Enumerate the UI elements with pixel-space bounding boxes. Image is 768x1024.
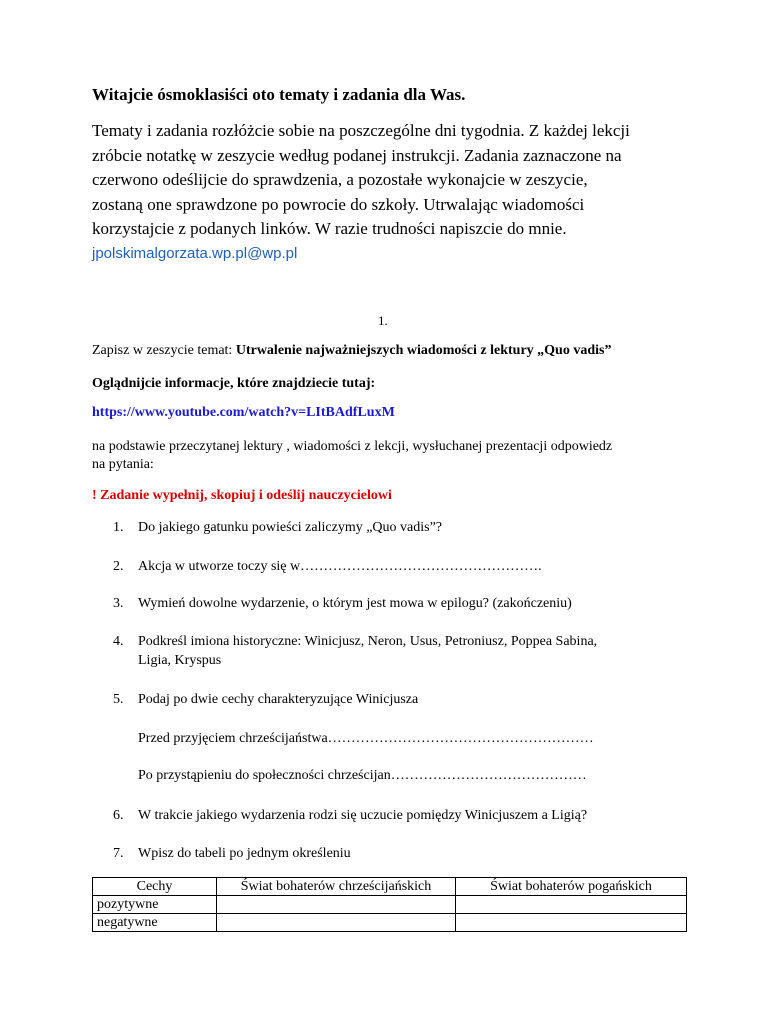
task-heading: ! Zadanie wypełnij, skopiuj i odeślij nauczycielowi: [92, 488, 392, 503]
watch-instruction: Oglądnijcie informacje, które znajdziecie tutaj:: [92, 376, 376, 391]
question-text: Do jakiego gatunku powieści zaliczymy „Quo vadis”?: [138, 520, 443, 535]
table-cell[interactable]: [456, 914, 687, 932]
intro-line: zróbcie notatkę w zeszycie według podanej instrukcji. Zadania zaznaczone na: [92, 145, 622, 165]
table-header-row: [93, 878, 687, 896]
page-heading: Witajcie ósmoklasiści oto tematy i zadania dla Was.: [92, 85, 466, 104]
question-number: 4.: [113, 634, 124, 649]
section-number: 1.: [378, 313, 388, 328]
intro-line: korzystajcie z podanych linków. W razie trudności napiszcie do mnie.: [92, 219, 567, 238]
question-text: Wymień dowolne wydarzenie, o którym jest mowa w epilogu? (zakończeniu): [138, 596, 572, 611]
topic-line: [92, 343, 611, 359]
question-number: 1.: [113, 520, 124, 535]
table-header: Cechy: [93, 878, 217, 896]
email-link[interactable]: jpolskimalgorzata.wp.pl@wp.pl: [92, 245, 298, 262]
question-text: Podaj po dwie cechy charakteryzujące Winicjusza: [138, 692, 419, 707]
intro-line: zostaną one sprawdzone po powrocie do szkoły. Utrwalając wiadomości: [92, 194, 585, 214]
answer-before-christianity: Przed przyjęciem chrześcijaństwa…………………………………………………: [138, 731, 594, 746]
answer-after-christianity: Po przystąpieniu do społeczności chrześcijan……………………………………: [138, 768, 587, 783]
question-number: 3.: [113, 596, 124, 611]
question-text: W trakcie jakiego wydarzenia rodzi się uczucie pomiędzy Winicjuszem a Ligią?: [138, 808, 588, 823]
table-row: [93, 896, 687, 914]
instruction-paragraph: [92, 438, 692, 474]
table-cell[interactable]: [456, 896, 687, 914]
topic-prefix: Zapisz w zeszycie temat:: [92, 343, 236, 358]
traits-table: [92, 877, 687, 932]
table-row-label: pozytywne: [93, 896, 217, 914]
question-text: Akcja w utworze toczy się w…………………………………………….: [138, 559, 542, 574]
table-cell[interactable]: [217, 896, 456, 914]
table-cell[interactable]: [217, 914, 456, 932]
question-number: 5.: [113, 692, 124, 707]
table-header: Świat bohaterów pogańskich: [456, 878, 687, 896]
instruction-line: na podstawie przeczytanej lektury , wiadomości z lekcji, wysłuchanej prezentacji odpowiedz: [92, 439, 613, 454]
youtube-link[interactable]: https://www.youtube.com/watch?v=LItBAdfLuxM: [92, 405, 395, 420]
question-text-continued: Ligia, Kryspus: [138, 653, 222, 668]
table-row: [93, 914, 687, 932]
question-number: 2.: [113, 559, 124, 574]
question-text: Wpisz do tabeli po jednym określeniu: [138, 846, 351, 861]
intro-paragraph: [92, 119, 692, 242]
instruction-line: na pytania:: [92, 457, 154, 472]
table-header: Świat bohaterów chrześcijańskich: [217, 878, 456, 896]
intro-line: czerwono odeślijcie do sprawdzenia, a pozostałe wykonajcie w zeszycie,: [92, 170, 588, 189]
question-number: 6.: [113, 808, 124, 823]
intro-line: Tematy i zadania rozłóżcie sobie na poszczególne dni tygodnia. Z każdej lekcji: [92, 121, 630, 140]
table-row-label: negatywne: [93, 914, 217, 932]
question-text: Podkreśl imiona historyczne: Winicjusz, Neron, Usus, Petroniusz, Poppea Sabina,: [138, 634, 598, 649]
topic-title: Utrwalenie najważniejszych wiadomości z lektury „Quo vadis”: [235, 343, 612, 358]
question-number: 7.: [113, 846, 124, 861]
